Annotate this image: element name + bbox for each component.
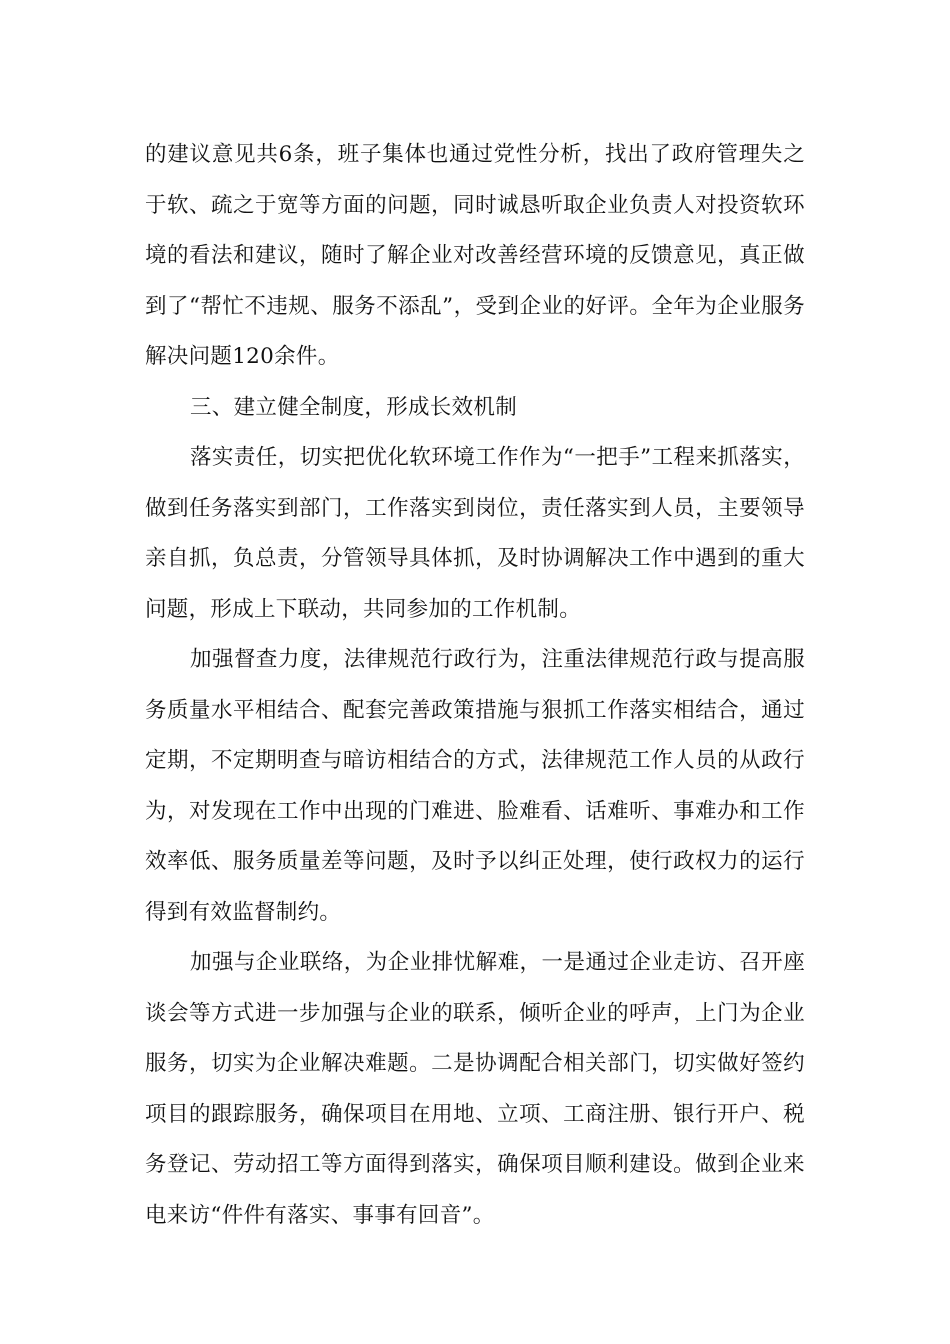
paragraph-continuation: 的建议意见共6条，班子集体也通过党性分析，找出了政府管理失之于软、疏之于宽等方面的问题，同时诚恳听取企业负责人对投资软环境的看法和建议，随时了解企业对改善经营环境的反馈意见，真正做到了“帮忙不违规、服务不添乱”，受到企业的好评。全年为企业服务解决问题120余件。	[145, 142, 805, 369]
paragraph-enterprise-liaison: 加强与企业联络，为企业排忧解难，一是通过企业走访、召开座谈会等方式进一步加强与企业的联系，倾听企业的呼声，上门为企业服务，切实为企业解决难题。二是协调配合相关部门，切实做好签约项目的跟踪服务，确保项目在用地、立项、工商注册、银行开户、税务登记、劳动招工等方面得到落实，确保项目顺利建设。做到企业来电来访“件件有落实、事事有回音”。	[145, 950, 805, 1228]
document-body	[145, 130, 805, 1241]
section-heading: 三、建立健全制度，形成长效机制	[190, 394, 518, 420]
paragraph-supervision: 加强督查力度，法律规范行政行为，注重法律规范行政与提高服务质量水平相结合、配套完善政策措施与狠抓工作落实相结合，通过定期，不定期明查与暗访相结合的方式，法律规范工作人员的从政行为，对发现在工作中出现的门难进、脸难看、话难听、事难办和工作效率低、服务质量差等问题，及时予以纠正处理，使行政权力的运行得到有效监督制约。	[145, 647, 805, 925]
paragraph-responsibility: 落实责任，切实把优化软环境工作作为“一把手”工程来抓落实，做到任务落实到部门，工作落实到岗位，责任落实到人员，主要领导亲自抓，负总责，分管领导具体抓，及时协调解决工作中遇到的重大问题，形成上下联动，共同参加的工作机制。	[145, 445, 805, 622]
